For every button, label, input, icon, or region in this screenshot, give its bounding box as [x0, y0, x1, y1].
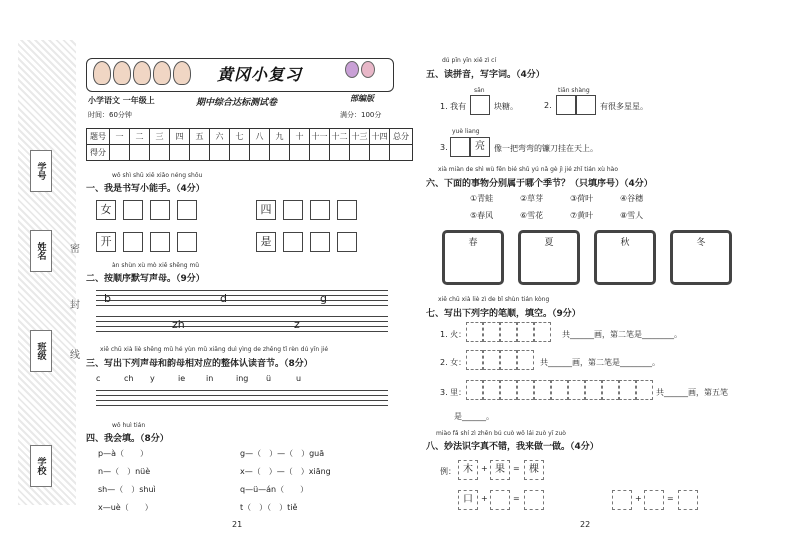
season-label: 春 — [468, 238, 478, 248]
q4-item: q—ü—án（ ） — [240, 485, 309, 494]
stroke-box[interactable] — [483, 350, 500, 370]
q1-practice-box[interactable] — [310, 232, 330, 252]
q6-option: ⑥雪花 — [520, 211, 544, 220]
q8-example-label: 例： — [440, 467, 456, 476]
stroke-box[interactable] — [500, 350, 517, 370]
stroke-box[interactable] — [568, 380, 585, 400]
stroke-box[interactable] — [517, 380, 534, 400]
season-box[interactable] — [670, 230, 732, 285]
q7-r3-tail: 是______。 — [454, 412, 494, 421]
q5-s2-post: 有很多星星。 — [600, 102, 648, 111]
class-label: 班级 — [30, 330, 52, 372]
q4-item: sh—（ ）shuì — [98, 485, 156, 494]
q7-r1-text: 共______画，第二笔是________。 — [562, 330, 682, 339]
stroke-box[interactable] — [534, 322, 551, 342]
q3-letter: in — [206, 374, 214, 383]
q8-ex-char-2: 果 — [490, 460, 510, 480]
banner-title: 黄冈小复习 — [217, 65, 303, 84]
q2-title: 二、按顺序默写声母。（9分） — [86, 274, 205, 284]
stroke-box[interactable] — [619, 380, 636, 400]
q5-s3-box[interactable] — [450, 137, 470, 157]
q5-s1-box[interactable] — [470, 95, 490, 115]
stave-line — [96, 390, 388, 391]
score-row-label: 得分 — [87, 145, 110, 161]
score-cell[interactable] — [150, 145, 170, 161]
q1-practice-box[interactable] — [150, 232, 170, 252]
q8-ex-char-3: 棵 — [524, 460, 544, 480]
score-cell[interactable] — [310, 145, 330, 161]
season-label: 夏 — [544, 238, 554, 248]
q1-model-char: 开 — [96, 232, 116, 252]
score-header-cell: 八 — [250, 129, 270, 145]
q4-title: 四、我会填。（8分） — [86, 434, 169, 444]
q8-pinyin: miào fǎ shí zì zhēn bú cuò wǒ lái zuò yī zuò — [436, 430, 566, 437]
q3-title: 三、写出下列声母和韵母相对应的整体认读音节。（8分） — [86, 359, 313, 369]
q5-s2-pinyin: tiān shàng — [558, 87, 590, 94]
fold-mark-2: 封 — [70, 300, 80, 311]
q5-s3-post: 像一把弯弯的镰刀挂在天上。 — [494, 144, 598, 153]
children-illustration — [93, 61, 191, 85]
q8-blank2-box-1[interactable] — [612, 490, 632, 510]
score-header-cell: 二 — [130, 129, 150, 145]
q6-option: ①青蛙 — [470, 194, 494, 203]
stroke-box[interactable] — [551, 380, 568, 400]
q7-pinyin: xiě chū xià liè zì de bǐ shùn tián kòng — [438, 296, 550, 303]
equals-sign-3: = — [667, 494, 674, 503]
score-cell[interactable] — [370, 145, 390, 161]
q2-letter-d: d — [220, 292, 227, 305]
score-cell[interactable] — [190, 145, 210, 161]
q7-title: 七、写出下列字的笔顺，填空。（9分） — [426, 309, 581, 319]
stroke-box[interactable] — [534, 380, 551, 400]
score-header-cell: 总分 — [390, 129, 413, 145]
stroke-box[interactable] — [517, 350, 534, 370]
q6-option: ⑦黄叶 — [570, 211, 594, 220]
edition-label: 部编版 — [350, 94, 374, 103]
stroke-box[interactable] — [466, 322, 483, 342]
q2-letter-b: b — [104, 292, 111, 305]
score-cell[interactable] — [230, 145, 250, 161]
q8-blank1-box-3[interactable] — [524, 490, 544, 510]
fold-mark-1: 密 — [70, 244, 80, 255]
stroke-box[interactable] — [483, 322, 500, 342]
q8-blank1-given: 口 — [458, 490, 478, 510]
stave-line — [96, 300, 388, 301]
q4-item: g—（ ）—（ ）guā — [240, 449, 325, 458]
stroke-box[interactable] — [466, 380, 483, 400]
stave-line — [96, 405, 388, 406]
stroke-box[interactable] — [500, 322, 517, 342]
q3-letter: ing — [236, 374, 249, 383]
q5-s1-pinyin: sān — [474, 87, 485, 94]
q6-option: ⑤春风 — [470, 211, 494, 220]
q1-practice-box[interactable] — [337, 232, 357, 252]
q3-pinyin: xiě chū xià liè shēng mǔ hé yùn mǔ xiāng duì yìng de zhěng tǐ rèn dú yīn jié — [100, 346, 329, 353]
stave-line — [96, 395, 388, 396]
q1-pinyin: wǒ shì shū xiě xiǎo néng shǒu — [112, 172, 203, 179]
score-header-cell: 六 — [210, 129, 230, 145]
stave-line — [96, 316, 388, 317]
q5-s3-pinyin: yuè liang — [452, 128, 480, 135]
score-cell[interactable] — [110, 145, 130, 161]
q5-s1-post: 块糖。 — [494, 102, 518, 111]
q3-letter: ch — [124, 374, 134, 383]
q6-option: ⑧雪人 — [620, 211, 644, 220]
plus-sign-2: + — [481, 494, 488, 503]
q1-model-char: 是 — [256, 232, 276, 252]
q6-pinyin: xià miàn de shì wù fēn bié shǔ yú nǎ gè jì jié zhǐ tián xù hào — [438, 166, 619, 173]
score-cell[interactable] — [250, 145, 270, 161]
q3-letter: u — [296, 374, 302, 383]
q4-item: x—（ ）—（ ）xiāng — [240, 467, 331, 476]
score-cell[interactable] — [210, 145, 230, 161]
q5-s3-pre: 3. — [440, 143, 448, 152]
q2-letter-z: z — [294, 318, 300, 331]
time-label: 时间：60分钟 — [88, 111, 132, 119]
q5-title: 五、读拼音，写字词。（4分） — [426, 70, 545, 80]
score-header-cell: 十二 — [330, 129, 350, 145]
stave-line — [96, 326, 388, 327]
stave-line — [96, 305, 388, 306]
score-table — [86, 128, 413, 161]
score-cell[interactable] — [170, 145, 190, 161]
balloons-illustration — [345, 61, 375, 78]
score-label: 满分：100分 — [340, 111, 382, 119]
stave-line — [96, 331, 388, 332]
score-header-cell: 十四 — [370, 129, 390, 145]
q3-letter: ie — [178, 374, 186, 383]
score-cell[interactable] — [350, 145, 370, 161]
q1-practice-box[interactable] — [150, 200, 170, 220]
stave-line — [96, 321, 388, 322]
equals-sign-2: = — [513, 494, 520, 503]
q2-pinyin: àn shùn xù mò xiě shēng mǔ — [112, 262, 200, 269]
plus-sign-1: + — [481, 464, 488, 473]
q1-model-char: 四 — [256, 200, 276, 220]
q3-letter: ü — [266, 374, 272, 383]
q6-option: ④谷穗 — [620, 194, 644, 203]
score-header-cell: 十 — [290, 129, 310, 145]
q8-blank2-box-2[interactable] — [644, 490, 664, 510]
stroke-box[interactable] — [483, 380, 500, 400]
score-cell[interactable] — [330, 145, 350, 161]
subject-label: 小学语文 一年级上 — [88, 96, 155, 105]
q1-practice-box[interactable] — [337, 200, 357, 220]
q8-blank2-box-3[interactable] — [678, 490, 698, 510]
q5-pinyin: dú pīn yīn xiě zì cí — [442, 57, 497, 64]
stave-line — [96, 290, 388, 291]
q1-practice-box[interactable] — [177, 232, 197, 252]
score-cell[interactable] — [130, 145, 150, 161]
q5-s2-pre: 2. — [544, 101, 552, 110]
binding-strip — [18, 40, 76, 505]
q5-s1-pre: 1. 我有 — [440, 102, 467, 111]
q3-letter: y — [150, 374, 155, 383]
q8-blank1-box-2[interactable] — [490, 490, 510, 510]
q5-s2-box-1[interactable] — [556, 95, 576, 115]
season-label: 秋 — [620, 238, 630, 248]
q5-s3-char: 亮 — [470, 137, 490, 157]
q7-r2-char: 2. 女： — [440, 358, 467, 367]
page-number-left: 21 — [232, 520, 243, 529]
q2-letter-zh: zh — [172, 318, 185, 331]
fold-mark-3: 线 — [70, 350, 80, 361]
score-cell[interactable] — [290, 145, 310, 161]
q4-item: p—à（ ） — [98, 449, 148, 458]
q8-title: 八、妙法识字真不错，我来做一做。（4分） — [426, 442, 599, 452]
q4-pinyin: wǒ huì tián — [112, 422, 146, 429]
score-header-cell: 四 — [170, 129, 190, 145]
header-banner — [86, 58, 394, 92]
stroke-box[interactable] — [636, 380, 653, 400]
equals-sign-1: = — [513, 464, 520, 473]
q3-letter: c — [96, 374, 101, 383]
q6-title: 六、下面的事物分别属于哪个季节？（只填序号）（4分） — [426, 179, 653, 189]
q6-option: ②草芽 — [520, 194, 544, 203]
student-id-label: 学号 — [30, 150, 52, 192]
stave-line — [96, 400, 388, 401]
score-header-cell: 十三 — [350, 129, 370, 145]
name-label: 姓名 — [30, 230, 52, 272]
score-header-cell: 三 — [150, 129, 170, 145]
q4-item: t（ ）（ ）tiě — [240, 503, 298, 512]
stroke-box[interactable] — [585, 380, 602, 400]
score-cell[interactable] — [270, 145, 290, 161]
q1-practice-box[interactable] — [283, 232, 303, 252]
score-header-cell: 九 — [270, 129, 290, 145]
season-box[interactable] — [594, 230, 656, 285]
q1-practice-box[interactable] — [177, 200, 197, 220]
q1-practice-box[interactable] — [123, 232, 143, 252]
score-cell[interactable] — [390, 145, 413, 161]
stave-line — [96, 295, 388, 296]
page-number-right: 22 — [580, 520, 591, 529]
q1-practice-box[interactable] — [123, 200, 143, 220]
stroke-box[interactable] — [602, 380, 619, 400]
q6-option: ③荷叶 — [570, 194, 594, 203]
q7-r1-char: 1. 火： — [440, 330, 467, 339]
stroke-box[interactable] — [517, 322, 534, 342]
school-label: 学校 — [30, 445, 52, 487]
stroke-box[interactable] — [500, 380, 517, 400]
season-box[interactable] — [442, 230, 504, 285]
stroke-box[interactable] — [466, 350, 483, 370]
score-header-cell: 题号 — [87, 129, 110, 145]
score-header-cell: 七 — [230, 129, 250, 145]
q4-item: n—（ ）nüè — [98, 467, 151, 476]
score-header-cell: 五 — [190, 129, 210, 145]
q8-ex-char-1: 木 — [458, 460, 478, 480]
q5-s2-box-2[interactable] — [576, 95, 596, 115]
q2-letter-g: g — [320, 292, 327, 305]
score-header-cell: 十一 — [310, 129, 330, 145]
season-label: 冬 — [696, 238, 706, 248]
exam-title: 期中综合达标测试卷 — [196, 98, 278, 108]
q1-title: 一、我是书写小能手。（4分） — [86, 184, 205, 194]
q1-model-char: 女 — [96, 200, 116, 220]
plus-sign-3: + — [635, 494, 642, 503]
score-header-cell: 一 — [110, 129, 130, 145]
q1-practice-box[interactable] — [310, 200, 330, 220]
season-box[interactable] — [518, 230, 580, 285]
q1-practice-box[interactable] — [283, 200, 303, 220]
q7-r3-char: 3. 里： — [440, 388, 467, 397]
q7-r2-text: 共______画，第二笔是________。 — [540, 358, 660, 367]
q7-r3-text: 共______画，第五笔 — [656, 388, 728, 397]
q4-item: x—uè（ ） — [98, 503, 153, 512]
